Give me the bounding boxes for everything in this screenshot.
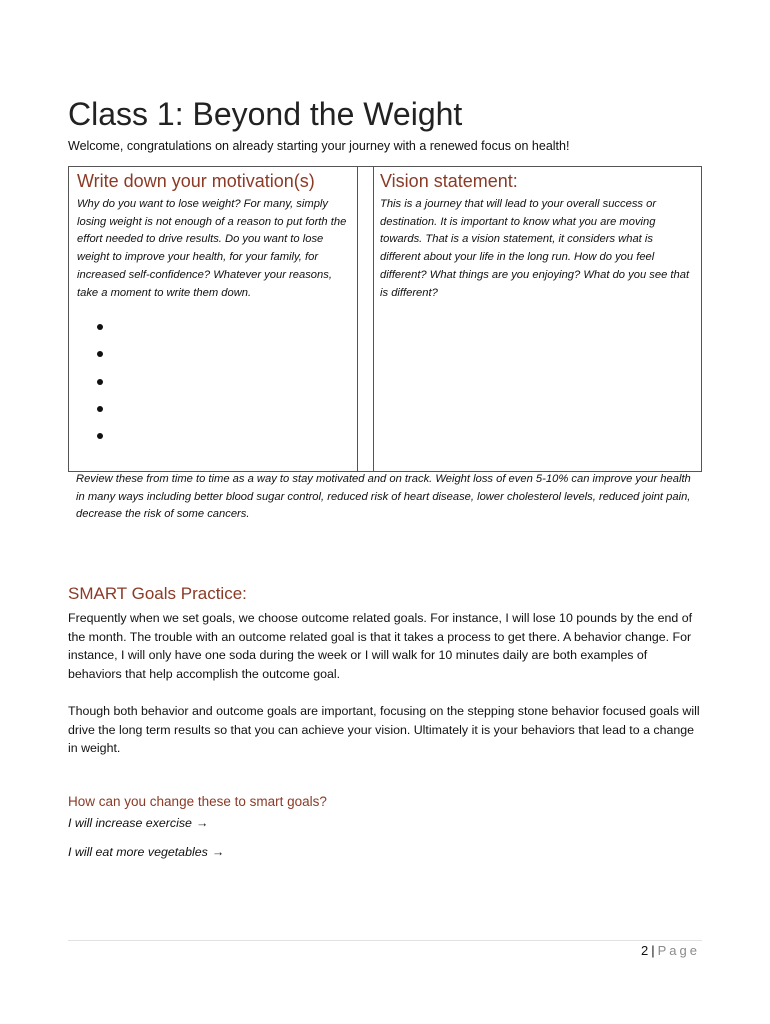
motivation-text: Why do you want to lose weight? For many, simply losing weight is not enough of a reason to put forth the effort needed to drive results. Do you want to lose weight to improve your health, for your family, for increased self-confidence? Whatever your reasons, take a moment to write them down.: [77, 198, 347, 299]
motivation-cell: [77, 171, 353, 454]
vision-cell: [380, 171, 696, 302]
goal-text: I will eat more vegetables: [68, 845, 208, 859]
review-note: Review these from time to time as a way to stay motivated and on track. Weight loss of even 5-10% can improve your health in many ways including better blood sugar control, reduced risk of heart disease, lower cholesterol levels, reduced joint pain, decrease the risk of some cancers.: [76, 473, 691, 520]
welcome-text: Welcome, congratulations on already starting your journey with a renewed focus on health!: [68, 139, 570, 153]
table-divider: [357, 167, 358, 471]
footer-separator: |: [651, 943, 655, 958]
bullet-item[interactable]: [77, 373, 353, 400]
vision-heading: Vision statement:: [380, 171, 518, 191]
smart-goals-heading: SMART Goals Practice:: [68, 584, 247, 603]
page-label: Page: [657, 943, 700, 958]
arrow-right-icon: →: [211, 845, 225, 859]
bullet-dot-icon: [97, 379, 103, 385]
page-number: 2: [641, 943, 649, 958]
bullet-item[interactable]: [77, 427, 353, 454]
arrow-right-icon: →: [195, 816, 209, 830]
bullet-item[interactable]: [77, 400, 353, 427]
table-divider: [373, 167, 374, 471]
goal-line: [68, 816, 208, 830]
motivation-heading: Write down your motivation(s): [77, 171, 315, 191]
bullet-dot-icon: [97, 351, 103, 357]
smart-paragraph-2: Though both behavior and outcome goals are important, focusing on the stepping stone behavior focused goals will drive the long term results so that you can achieve your vision. Ultimately it is your behaviors that lead to a change in weight.: [68, 704, 700, 756]
footer-divider: [68, 940, 702, 941]
bullet-item[interactable]: [77, 345, 353, 372]
bullet-dot-icon: [97, 324, 103, 330]
bullet-item[interactable]: [77, 318, 353, 345]
motivation-bullet-list: [77, 318, 353, 454]
goal-text: I will increase exercise: [68, 816, 192, 830]
goal-line: [68, 845, 224, 859]
page-title: Class 1: Beyond the Weight: [68, 96, 463, 132]
vision-text: This is a journey that will lead to your overall success or destination. It is important to know what you are moving towards. That is a vision statement, it considers what is different about your life in the long run. How do you feel different? What things are you enjoying? What do you see that is different?: [380, 198, 690, 299]
change-goals-heading: How can you change these to smart goals?: [68, 794, 327, 809]
page-footer: [641, 943, 700, 958]
motivation-vision-table: [68, 166, 702, 472]
bullet-dot-icon: [97, 406, 103, 412]
smart-paragraph-1: Frequently when we set goals, we choose outcome related goals. For instance, I will lose 10 pounds by the end of the month. The trouble with an outcome related goal is that it takes a process to get there. A behavior change. For instance, I will only have one soda during the week or I will walk for 10 minutes daily are both examples of behaviors that help accomplish the outcome goal.: [68, 611, 693, 681]
bullet-dot-icon: [97, 433, 103, 439]
